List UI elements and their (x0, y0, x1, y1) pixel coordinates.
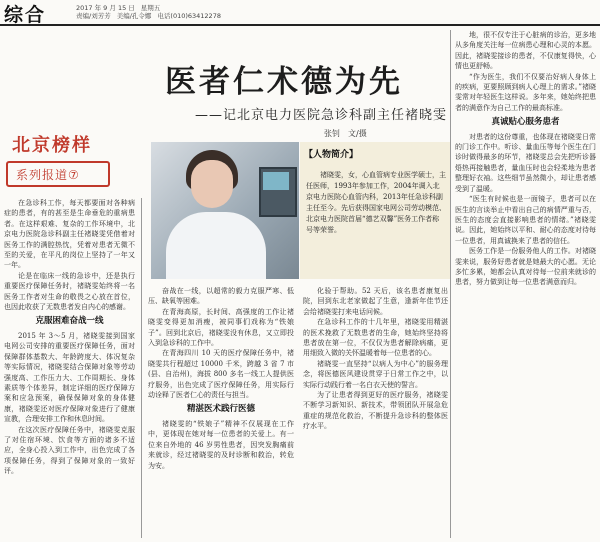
section-heading: 真诚贴心服务患者 (491, 117, 560, 128)
paragraph: “医生有时候也是一面镜子，患者可以在医生的言谈举止中看出自己的病情严重与否，医生的态度会直接影响患者的情绪。”褚晓雯说。因此，她始终以平和、耐心的态度对待每一位患者，用真诚换来了患者的信任。 (455, 195, 596, 245)
doctor-photo (151, 142, 299, 279)
paragraph: 在青海高原，长时间、高强度的工作让褚晓雯变得更加消瘦，被同事们戏称为“铁娘子”。回到北京后，褚晓雯没有休息，又立即投入到急诊科的工作中。 (148, 307, 294, 348)
issue-date: 2017 年 9 月 15 日 (76, 4, 135, 12)
paragraph: 对患者的这份尊重，也体现在褚晓雯日常的门诊工作中。听诊、量血压等每个医生在门诊时做得最多的环节，褚晓雯总会先把听诊器焐热再接触患者，量血压时也会轻柔地为患者整理好衣袖。这些细节虽然微小，却让患者感受到了温暖。 (455, 132, 596, 193)
paragraph: 在青海四川 10 天的医疗保障任务中，褚晓雯共行程超过 10000 千米，跨越 3 省 7 市 (县、自治州)，海拔 800 多名一线工人提供医疗服务，出色完成了医疗保障任务，用实际行动诠释了医者仁心的责任与担当。 (148, 349, 294, 400)
photo-white-coat (166, 212, 266, 279)
series-seal-box (6, 161, 110, 187)
paragraph: 论是在临床一线的急诊中，还是执行重要医疗保障任务时，褚晓雯始终将一名医务工作者对生命的敬畏之心放在首位，也因此收获了无数患者发自内心的感谢。 (4, 271, 135, 312)
article-headline: 医者仁术德为先 (165, 64, 403, 100)
phone-number: 电话(010)63412278 (157, 12, 221, 20)
article-column-2 (148, 286, 294, 538)
paragraph: 在急诊科工作的十几年里，褚晓雯用精湛的医术挽救了无数患者的生命，她始终坚持将患者放在第一位，不仅仅为患者解除病痛，更用细致入微的关怀温暖着每一位患者的心。 (303, 318, 448, 358)
paragraph: 地，很不仅专注于心脏病的诊治，更多地从多角度关注每一位病患心理和心灵的本愿。因此，褚晓雯接诊的患者，不仅康复得快，心情也更舒畅。 (455, 31, 596, 71)
design-credit: 美编/孔令娜 (116, 12, 152, 20)
article-byline: 张钊 文/摄 (324, 129, 367, 138)
series-seal-title: 北京榜样 (12, 135, 92, 156)
paragraph: 奋战在一线，以超常的毅力克服严寒、低压、缺氧等困难。 (148, 287, 294, 306)
series-seal-subtitle: 系列报道⑦ (16, 168, 80, 182)
paragraph: 在急诊科工作，每天都要面对各种病症的患者，有的甚至是生命垂危的重病患者。在这样艰难、复杂的工作环境中，北京电力医院急诊科副主任褚晓雯凭借着对医务工作的满腔热忱，凭着对患者无微不至的关爱，在平凡的岗位上坚持了一年又一年。 (4, 199, 135, 270)
section-heading: 克服困难奋战一线 (35, 316, 104, 327)
photo-face (191, 160, 233, 208)
paragraph: 为了让患者得到更好的医疗服务，褚晓雯不断学习新知识、新技术，带领团队开展急危重症的规范化救治，不断提升急诊科的整体医疗水平。 (303, 391, 448, 431)
masthead (0, 0, 600, 26)
section-name: 综合 (4, 4, 47, 26)
section-heading: 精湛医术践行医德 (186, 404, 255, 415)
issue-weekday: 星期五 (140, 4, 161, 12)
column-divider (450, 30, 451, 538)
masthead-meta (76, 4, 227, 20)
article-column-4 (455, 30, 596, 538)
paragraph: 化验于帮助。52 天后，该名患者康复出院，回到东北老家做起了生意，逢新年佳节还会给褚晓雯打来电话问候。 (303, 287, 448, 316)
paragraph: 在这次医疗保障任务中，褚晓雯克服了对住宿环境、饮食等方面的诸多不适应，全身心投入到工作中，出色完成了各项保障任务，得到了保障对象的一致好评。 (4, 425, 135, 476)
paragraph: 2015 年 3～5 月，褚晓雯接到国家电网公司安排的重要医疗保障任务，面对保障群体基数大、年龄跨度大、体况复杂等实际情况，褚晓雯结合保障对象等劳动强度高、工作压力大、工作周期长、身体素质等个体差异，制定详细的医疗保障方案和应急预案，确保保障对象的身体健康，褚晓雯还对医疗保障对象进行了健康宣教，合理安排工作和休息时间。 (4, 331, 135, 424)
series-seal (2, 131, 116, 194)
paragraph: 褚晓雯的“铁娘子”精神不仅展现在工作中，更体现在她对每一位患者的关爱上。有一位来自外地的 46 岁男性患者，因突发胸痛前来就诊，经过褚晓雯的及时诊断和救治，转危为安。 (148, 419, 294, 470)
bio-text: 褚晓雯，女，心血管病专业医学硕士，主任医师，1993年参加工作，2004年调入北京电力医院心血管内科，2013年任急诊科副主任至今。先后获得国家电网公司劳动模范、北京电力医院首届“德艺双馨”医务工作者称号等荣誉。 (306, 171, 446, 234)
photo-monitor-screen (263, 172, 289, 190)
article-column-1 (4, 198, 135, 538)
column-divider (141, 198, 142, 538)
paragraph: 医务工作是一份服务他人的工作。对褚晓雯来说，服务好患者就是她最大的心愿。无论多忙多累，她都会认真对待每一位前来就诊的患者，努力做到让每一位患者满意而归。 (455, 247, 596, 287)
article-column-3 (303, 286, 448, 538)
editor-credit: 责编/刘芳芳 (76, 12, 111, 20)
paragraph: “作为医生，我们不仅要治好病人身体上的疾病，更要照顾到病人心理上的需求。”褚晓雯常对年轻医生这样说。多年来，她始终把患者的满意作为自己工作的最高标准。 (455, 72, 596, 112)
article-subtitle: ——记北京电力医院急诊科副主任褚晓雯 (195, 108, 448, 123)
paragraph: 褚晓雯一直坚持“以病人为中心”的服务理念，将医德医风建设贯穿于日常工作之中，以实际行动践行着一名白衣天使的誓言。 (303, 359, 448, 389)
bio-title: 【人物简介】 (304, 150, 359, 160)
